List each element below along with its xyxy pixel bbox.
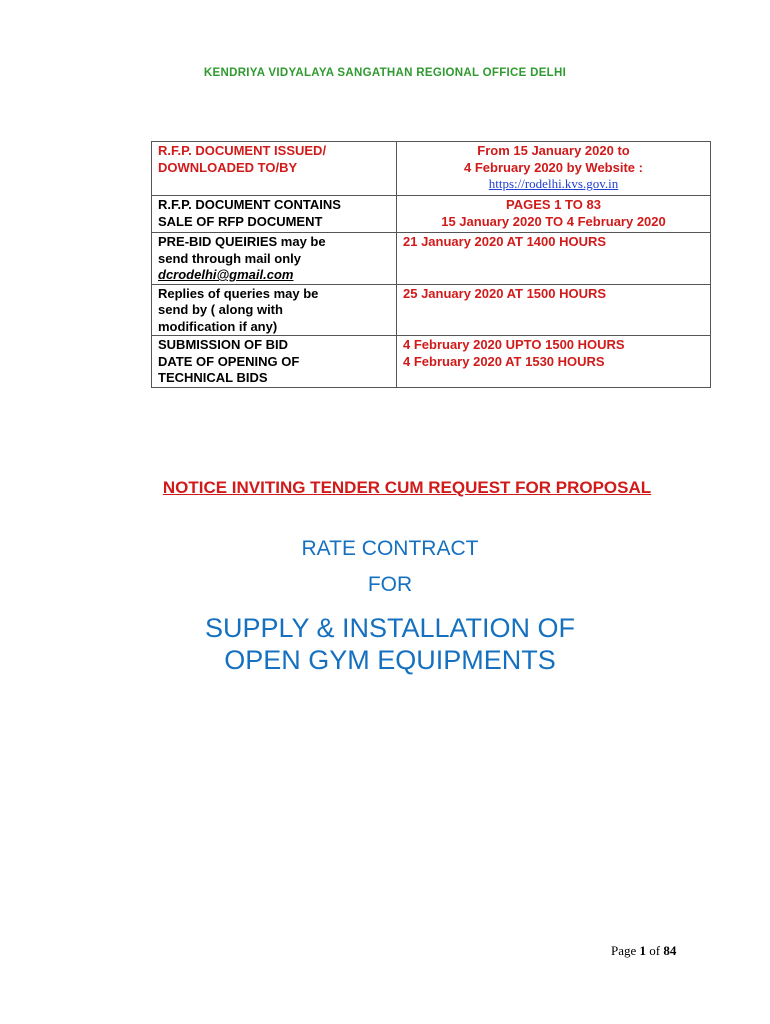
table-row bbox=[152, 196, 711, 233]
label-line: DOWNLOADED TO/BY bbox=[158, 159, 298, 175]
for-heading: FOR bbox=[367, 573, 413, 596]
value-line: From 15 January 2020 to bbox=[477, 143, 630, 158]
table-row bbox=[152, 336, 711, 388]
value-line: 21 January 2020 AT 1400 HOURS bbox=[403, 234, 607, 249]
label-line: SUBMISSION OF BID bbox=[158, 337, 289, 352]
title-line: OPEN GYM EQUIPMENTS bbox=[224, 645, 556, 675]
label-line: PRE-BID QUEIRIES may be bbox=[158, 234, 326, 249]
label-line: modification if any) bbox=[158, 318, 278, 334]
label-cell bbox=[152, 284, 397, 336]
notice-heading: NOTICE INVITING TENDER CUM REQUEST FOR PROPOSAL bbox=[162, 478, 652, 497]
label-line: DATE OF OPENING OF bbox=[158, 353, 300, 369]
value-line: 4 February 2020 by Website : bbox=[464, 159, 643, 175]
document-title bbox=[0, 612, 770, 676]
label-line: send by ( along with bbox=[158, 302, 283, 317]
tender-info-table bbox=[151, 141, 711, 388]
label-line: TECHNICAL BIDS bbox=[158, 370, 268, 385]
website-link[interactable]: https://rodelhi.kvs.gov.in bbox=[488, 176, 619, 191]
total-pages: 84 bbox=[663, 943, 677, 958]
page-prefix: Page bbox=[611, 943, 640, 958]
label-line: R.F.P. DOCUMENT ISSUED/ bbox=[158, 143, 327, 158]
label-line: Replies of queries may be bbox=[158, 285, 319, 301]
current-page: 1 bbox=[639, 943, 647, 958]
label-cell bbox=[152, 336, 397, 388]
value-cell bbox=[397, 284, 711, 336]
email-address[interactable]: dcrodelhi@gmail.com bbox=[158, 267, 294, 282]
value-cell bbox=[397, 196, 711, 233]
value-line: 15 January 2020 TO 4 February 2020 bbox=[441, 213, 666, 229]
table-row bbox=[152, 233, 711, 285]
label-line: SALE OF RFP DOCUMENT bbox=[158, 213, 323, 229]
value-line: 4 February 2020 AT 1530 HOURS bbox=[403, 353, 605, 369]
rate-contract-heading: RATE CONTRACT bbox=[301, 537, 479, 560]
label-line: send through mail only bbox=[158, 250, 302, 266]
value-cell bbox=[397, 142, 711, 196]
value-line: PAGES 1 TO 83 bbox=[506, 197, 601, 212]
value-line: 4 February 2020 UPTO 1500 HOURS bbox=[403, 337, 625, 352]
office-header: KENDRIYA VIDYALAYA SANGATHAN REGIONAL OFFICE DELHI bbox=[203, 67, 567, 79]
table-row bbox=[152, 142, 711, 196]
page-mid: of bbox=[646, 943, 664, 958]
value-cell bbox=[397, 336, 711, 388]
label-cell bbox=[152, 142, 397, 196]
value-cell bbox=[397, 233, 711, 285]
title-line: SUPPLY & INSTALLATION OF bbox=[204, 613, 576, 643]
label-cell bbox=[152, 196, 397, 233]
value-line: 25 January 2020 AT 1500 HOURS bbox=[403, 285, 607, 301]
page-number bbox=[611, 943, 676, 959]
table-row bbox=[152, 284, 711, 336]
label-cell bbox=[152, 233, 397, 285]
label-line: R.F.P. DOCUMENT CONTAINS bbox=[158, 197, 341, 212]
